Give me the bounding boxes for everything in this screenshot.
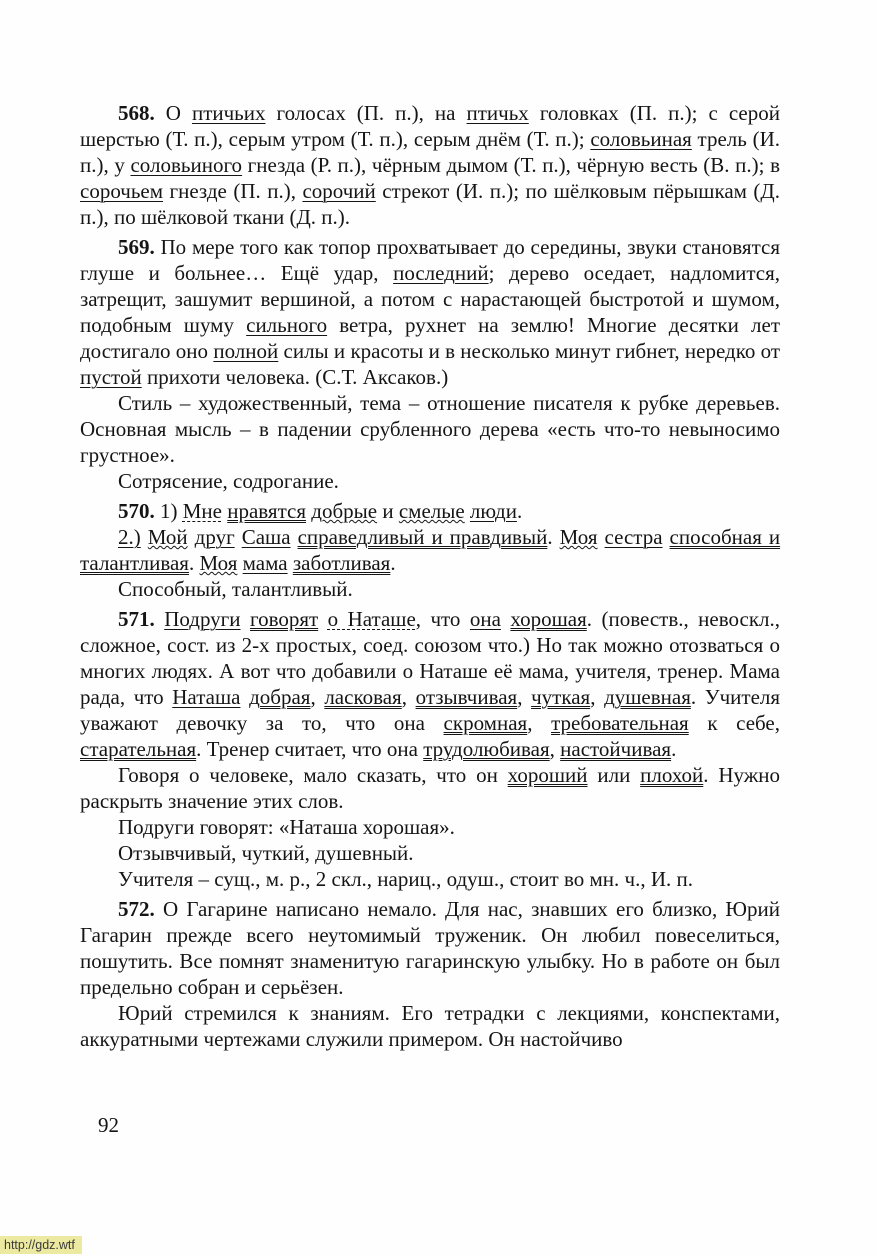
text-segment <box>240 685 249 709</box>
text-segment: 1) <box>154 499 183 523</box>
text-segment: . <box>390 551 396 575</box>
underlined-word: добрые <box>311 499 378 523</box>
text-segment: силы и красоты и в несколько минут гибнет, нередко от <box>278 339 781 363</box>
underlined-word: полной <box>213 339 279 363</box>
exercise-572-answer-2 <box>80 1000 780 1052</box>
text-segment: . <box>188 551 200 575</box>
text-segment: . Нужно раскрыть значение этих слов. <box>80 763 780 813</box>
text-segment <box>235 525 242 549</box>
text-segment <box>291 525 298 549</box>
exercise-572-answer-1 <box>80 896 780 1000</box>
text-segment <box>188 525 195 549</box>
underlined-word: птичьих <box>191 101 266 125</box>
text-block <box>80 100 780 1052</box>
text-segment: к себе, <box>688 711 781 735</box>
underlined-word: скромная <box>443 711 528 735</box>
underlined-word: друг <box>194 525 235 549</box>
underlined-word: люди <box>469 499 517 523</box>
underlined-word: пустой <box>80 365 142 389</box>
text-segment: ; дерево оседает, надломится, затрещит, зашумит вершиной, а потом с нарастающей быстротой и шумом, подобным шуму <box>80 261 780 337</box>
underlined-word: Моя <box>199 551 238 575</box>
text-segment <box>663 525 670 549</box>
underlined-word: сорочьем <box>80 179 164 203</box>
exercise-571-comment <box>80 762 780 814</box>
text-segment: , <box>310 685 325 709</box>
exercise-569-words <box>80 468 780 494</box>
text-segment: , <box>527 711 552 735</box>
underlined-word: плохой <box>640 763 704 787</box>
underlined-word: последний <box>393 261 489 285</box>
text-segment: Стиль – художественный, тема – отношение писателя к рубке деревьев. Основная мысль – в падении срубленного дерева «есть что-то невыносимо грустное». <box>80 391 780 467</box>
text-segment: , что <box>415 607 470 631</box>
text-segment: Юрий стремился к знаниям. Его тетрадки с лекциями, конспектами, аккуратными чертежами служили примером. Он настойчиво <box>80 1001 780 1051</box>
text-segment: голосах (П. п.), на <box>265 101 467 125</box>
text-segment <box>241 607 250 631</box>
text-segment: гнезда (Р. п.), чёрным дымом (Т. п.), чёрную весть (В. п.); в <box>242 153 781 177</box>
underlined-word: старательная <box>80 737 197 761</box>
underlined-word: соловьиная <box>590 127 692 151</box>
underlined-word: ласковая <box>324 685 402 709</box>
underlined-word: отзывчивая <box>415 685 518 709</box>
text-segment: ветра, рухнет на землю! Многие десятки лет достигало оно <box>80 313 781 363</box>
text-segment <box>141 525 148 549</box>
underlined-word: о Наташе <box>327 607 416 631</box>
text-segment: . (повеств., невоскл., сложное, сост. из 2-х простых, соед. союзом что.) Но так можно отозваться о многих людях. А вот что добавили о Наташе её мама, учителя, тренер. Мама рада, что <box>80 607 781 709</box>
underlined-word: способная и талантливая <box>80 525 781 575</box>
underlined-word: сильного <box>246 313 328 337</box>
text-segment: Учителя – сущ., м. р., 2 скл., нариц., одуш., стоит во мн. ч., И. п. <box>118 867 693 891</box>
underlined-word: смелые <box>398 499 465 523</box>
underlined-word: сестра <box>604 525 663 549</box>
text-segment: Отзывчивый, чуткий, душевный. <box>118 841 414 865</box>
underlined-word: справедливый и правдивый <box>297 525 548 549</box>
text-segment: Говоря о человеке, мало сказать, что он <box>118 763 508 787</box>
text-segment: 570. <box>118 499 155 523</box>
underlined-word: Мне <box>182 499 222 523</box>
underlined-word: Саша <box>241 525 291 549</box>
exercise-570-answer-1 <box>80 498 780 524</box>
exercise-570-words <box>80 576 780 602</box>
underlined-word: заботливая <box>292 551 391 575</box>
underlined-word: хороший <box>507 763 588 787</box>
text-segment: Сотрясение, содрогание. <box>118 469 339 493</box>
exercise-571-quote <box>80 814 780 840</box>
page-number: 92 <box>98 1113 119 1137</box>
text-segment: О Гагарине написано немало. Для нас, знавших его близко, Юрий Гагарин прежде всего неутомимый труженик. Он любил повеселиться, пошутить. Все помнят знаменитую гагаринскую улыбку. Но в работе он был предельно собран и серьёзен. <box>80 897 780 999</box>
underlined-word: душевная <box>604 685 691 709</box>
underlined-word: она <box>469 607 501 631</box>
text-segment: . <box>547 525 560 549</box>
underlined-word: мама <box>242 551 288 575</box>
text-segment: О <box>154 101 192 125</box>
underlined-word: Моя <box>559 525 598 549</box>
underlined-word: хорошая <box>510 607 587 631</box>
underlined-word: соловьиного <box>130 153 243 177</box>
text-segment <box>155 607 164 631</box>
text-segment: прихоти человека. (С.Т. Аксаков.) <box>141 365 449 389</box>
exercise-571-synonyms <box>80 840 780 866</box>
underlined-word: Наташа <box>172 685 241 709</box>
underlined-word: сорочий <box>302 179 376 203</box>
underlined-word: настойчивая <box>560 737 672 761</box>
exercise-569-style-note <box>80 390 780 468</box>
exercise-568-answer <box>80 100 780 230</box>
exercise-570-answer-2 <box>80 524 780 576</box>
text-segment <box>501 607 510 631</box>
exercise-569-answer <box>80 234 780 390</box>
watermark-url: http://gdz.wtf <box>0 1236 82 1254</box>
text-segment: . <box>516 499 523 523</box>
text-segment: 569. <box>118 235 155 259</box>
text-segment <box>318 607 327 631</box>
text-segment: гнезде (П. п.), <box>163 179 303 203</box>
text-segment: головках (П. п.); с серой шерстью (Т. п.), серым утром (Т. п.), серым днём (Т. п.); <box>80 101 780 151</box>
exercise-571-morphology <box>80 866 780 892</box>
text-segment: , <box>590 685 605 709</box>
text-segment: Подруги говорят: «Наташа хорошая». <box>118 815 455 839</box>
text-segment: . Тренер считает, что она <box>196 737 424 761</box>
text-segment: или <box>587 763 641 787</box>
text-segment: стрекот (И. п.); по шёлковым пёрышкам (Д. п.), по шёлковой ткани (Д. п.). <box>80 179 780 229</box>
text-segment: . Учителя уважают девочку за то, что она <box>80 685 781 735</box>
text-segment: , <box>401 685 416 709</box>
text-segment: Способный, талантливый. <box>118 577 353 601</box>
text-segment: , <box>517 685 532 709</box>
text-segment: 568. <box>118 101 155 125</box>
underlined-word: Мой <box>147 525 188 549</box>
text-segment: и <box>377 499 399 523</box>
underlined-word: 2.) <box>118 525 141 549</box>
underlined-word: трудолюбивая <box>423 737 550 761</box>
text-segment <box>598 525 605 549</box>
exercise-571-answer <box>80 606 780 762</box>
underlined-word: птичьх <box>466 101 529 125</box>
text-segment: . <box>671 737 677 761</box>
underlined-word: чуткая <box>531 685 591 709</box>
underlined-word: добрая <box>249 685 311 709</box>
text-segment: 571. <box>118 607 155 631</box>
text-segment: , <box>549 737 561 761</box>
text-segment: По мере того как топор прохватывает до середины, звуки становятся глуше и больнее… Ещё удар, <box>80 235 780 285</box>
text-segment: 572. <box>118 897 155 921</box>
underlined-word: Подруги <box>164 607 241 631</box>
underlined-word: говорят <box>249 607 319 631</box>
underlined-word: требовательная <box>551 711 689 735</box>
underlined-word: нравятся <box>227 499 307 523</box>
text-segment: трель (И. п.), у <box>80 127 780 177</box>
